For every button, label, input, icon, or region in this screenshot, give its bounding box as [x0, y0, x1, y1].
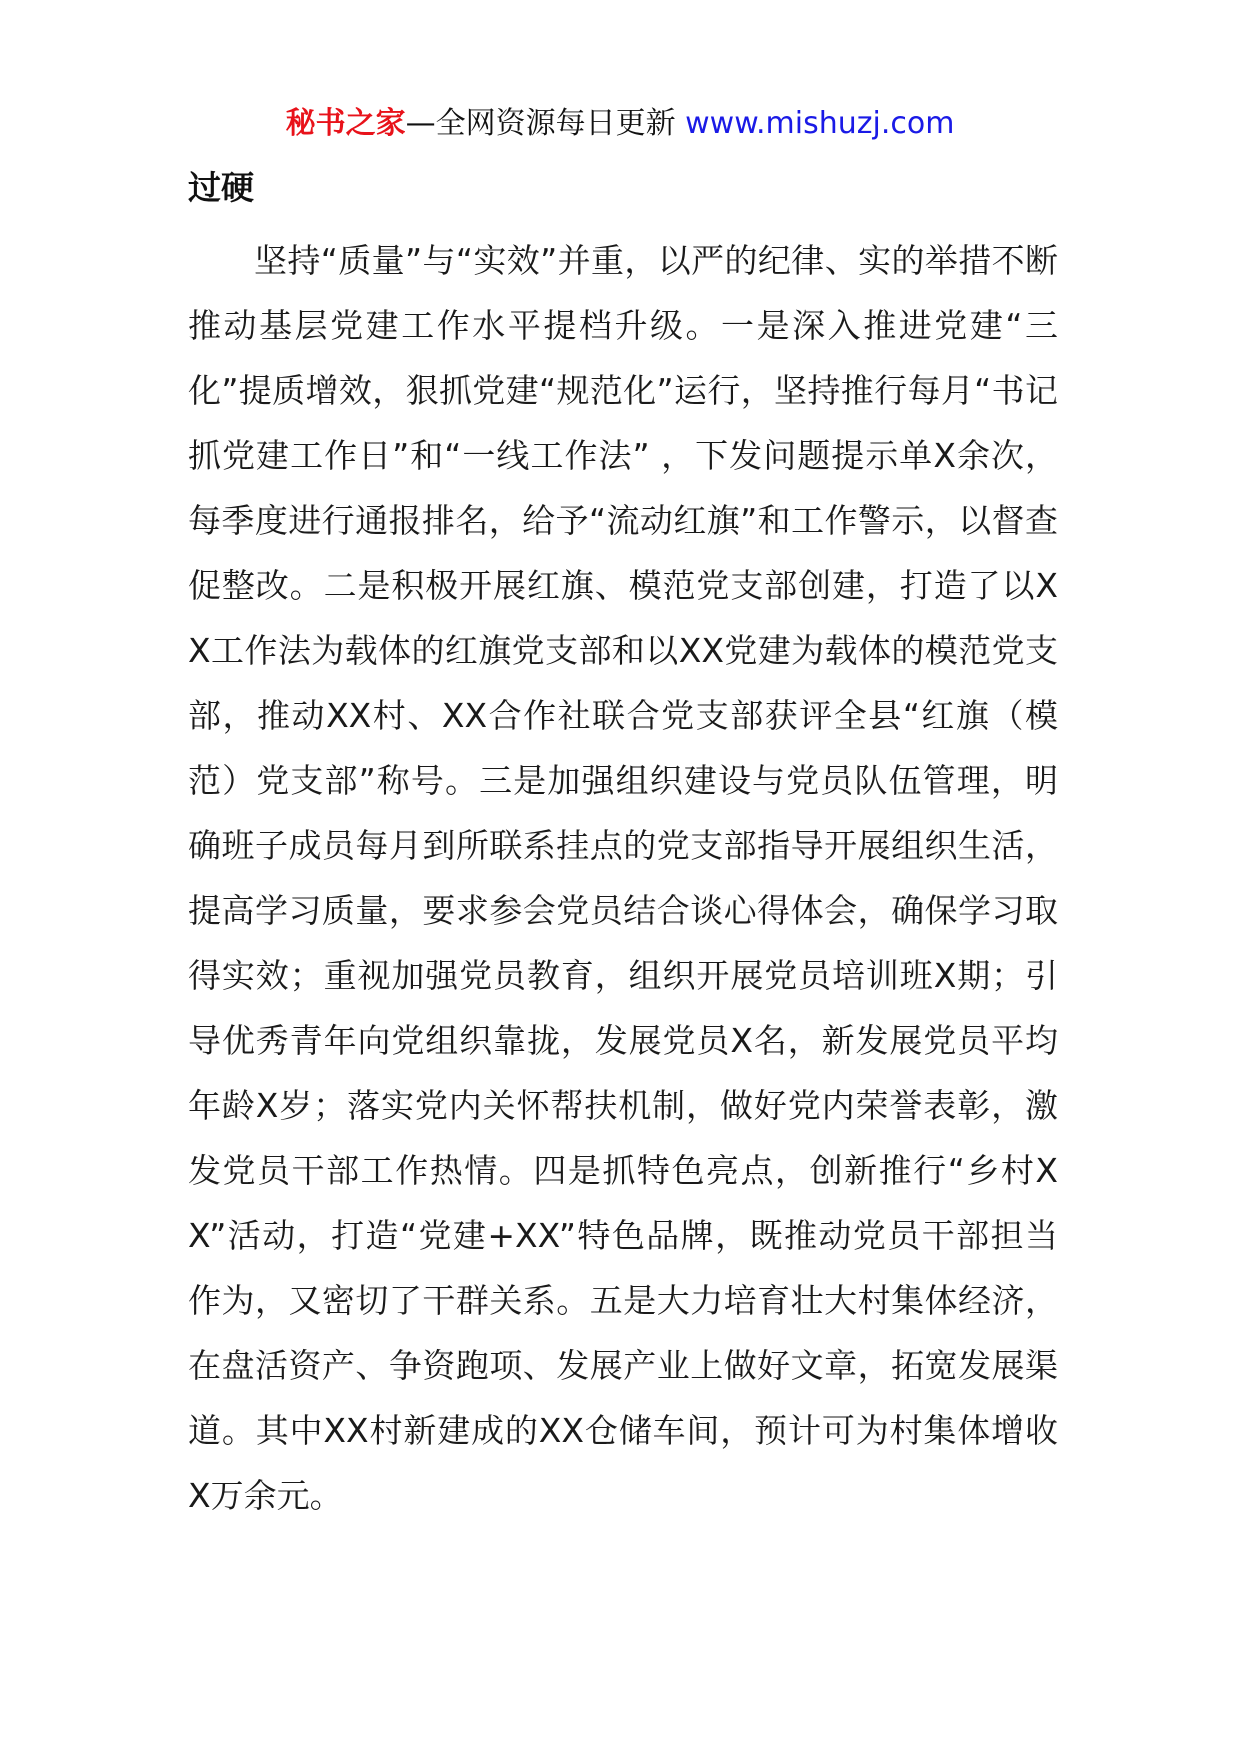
brand-name: 秘书之家 [285, 106, 406, 141]
section-title: 过硬 [188, 168, 254, 207]
site-header [0, 104, 1240, 144]
site-url-link[interactable]: www.mishuzj.com [685, 106, 955, 141]
header-tagline: —全网资源每日更新 [405, 106, 686, 141]
body-paragraph: 坚持“质量”与“实效”并重，以严的纪律、实的举措不断推动基层党建工作水平提档升级。一是深入推进党建“三化”提质增效，狠抓党建“规范化”运行，坚持推行每月“书记抓党建工作日”和“一线工作法” ，下发问题提示单X余次，每季度进行通报排名，给予“流动红旗”和工作警示，以督查促整改。二是积极开展红旗、模范党支部创建，打造了以XX工作法为载体的红旗党支部和以XX党建为载体的模范党支部，推动XX村、XX合作社联合党支部获评全县“红旗（模范）党支部”称号。三是加强组织建设与党员队伍管理，明确班子成员每月到所联系挂点的党支部指导开展组织生活，提高学习质量，要求参会党员结合谈心得体会，确保学习取得实效；重视加强党员教育，组织开展党员培训班X期；引导优秀青年向党组织靠拢，发展党员X名，新发展党员平均年龄X岁；落实党内关怀帮扶机制，做好党内荣誉表彰，激发党员干部工作热情。四是抓特色亮点，创新推行“乡村XX”活动，打造“党建+XX”特色品牌，既推动党员干部担当作为，又密切了干群关系。五是大力培育壮大村集体经济，在盘活资产、争资跑项、发展产业上做好文章，拓宽发展渠道。其中XX村新建成的XX仓储车间，预计可为村集体增收X万余元。 [188, 241, 1058, 1515]
